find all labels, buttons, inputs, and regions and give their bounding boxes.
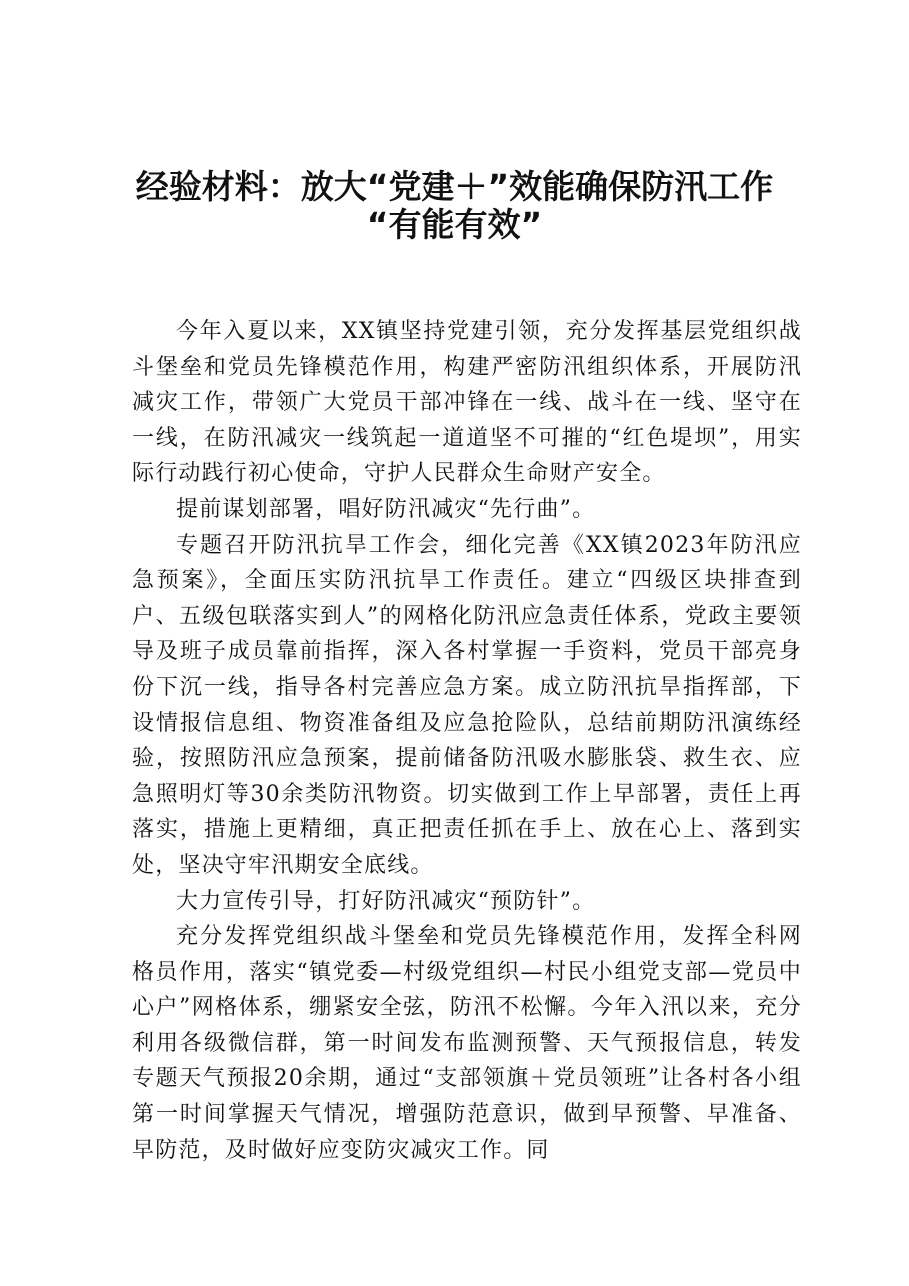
document-title-line-1: 经验材料：放大“党建＋”效能确保防汛工作: [135, 167, 774, 206]
paragraph-section-2: 充分发挥党组织战斗堡垒和党员先锋模范作用，发挥全科网格员作用，落实“镇党委—村级党组织—村民小组党支部—党员中心户”网格体系，绷紧安全弦，防汛不松懈。今年入汛以来，充分利用各级微信群，第一时间发布监测预警、天气预报信息，转发专题天气预报20余期，通过“支部领旗＋党员领班”让各村各小组第一时间掌握天气情况，增强防范意识，做到早预警、早准备、早防范，及时做好应变防灾减灾工作。同: [132, 924, 802, 1163]
paragraph-section-1: 专题召开防汛抗旱工作会，细化完善《XX镇2023年防汛应急预案》，全面压实防汛抗旱工作责任。建立“四级区块排查到户、五级包联落实到人”的网格化防汛应急责任体系，党政主要领导及班子成员靠前指挥，深入各村掌握一手资料，党员干部亮身份下沉一线，指导各村完善应急方案。成立防汛抗旱指挥部，下设情报信息组、物资准备组及应急抢险队，总结前期防汛演练经验，按照防汛应急预案，提前储备防汛吸水膨胀袋、救生衣、应急照明灯等30余类防汛物资。切实做到工作上早部署，责任上再落实，措施上更精细，真正把责任抓在手上、放在心上、落到实处，坚决守牢汛期安全底线。: [132, 532, 802, 878]
paragraph-heading-1: 提前谋划部署，唱好防汛减灾“先行曲”。: [176, 496, 596, 522]
document-title-line-2: “有能有效”: [366, 205, 543, 244]
paragraph-heading-2: 大力宣传引导，打好防汛减灾“预防针”。: [176, 888, 596, 914]
document-body: [132, 314, 802, 1168]
paragraph-intro: 今年入夏以来，XX镇坚持党建引领，充分发挥基层党组织战斗堡垒和党员先锋模范作用，构建严密防汛组织体系，开展防汛减灾工作，带领广大党员干部冲锋在一线、战斗在一线、坚守在一线，在防汛减灾一线筑起一道道坚不可摧的“红色堤坝”，用实际行动践行初心使命，守护人民群众生命财产安全。: [132, 319, 802, 487]
